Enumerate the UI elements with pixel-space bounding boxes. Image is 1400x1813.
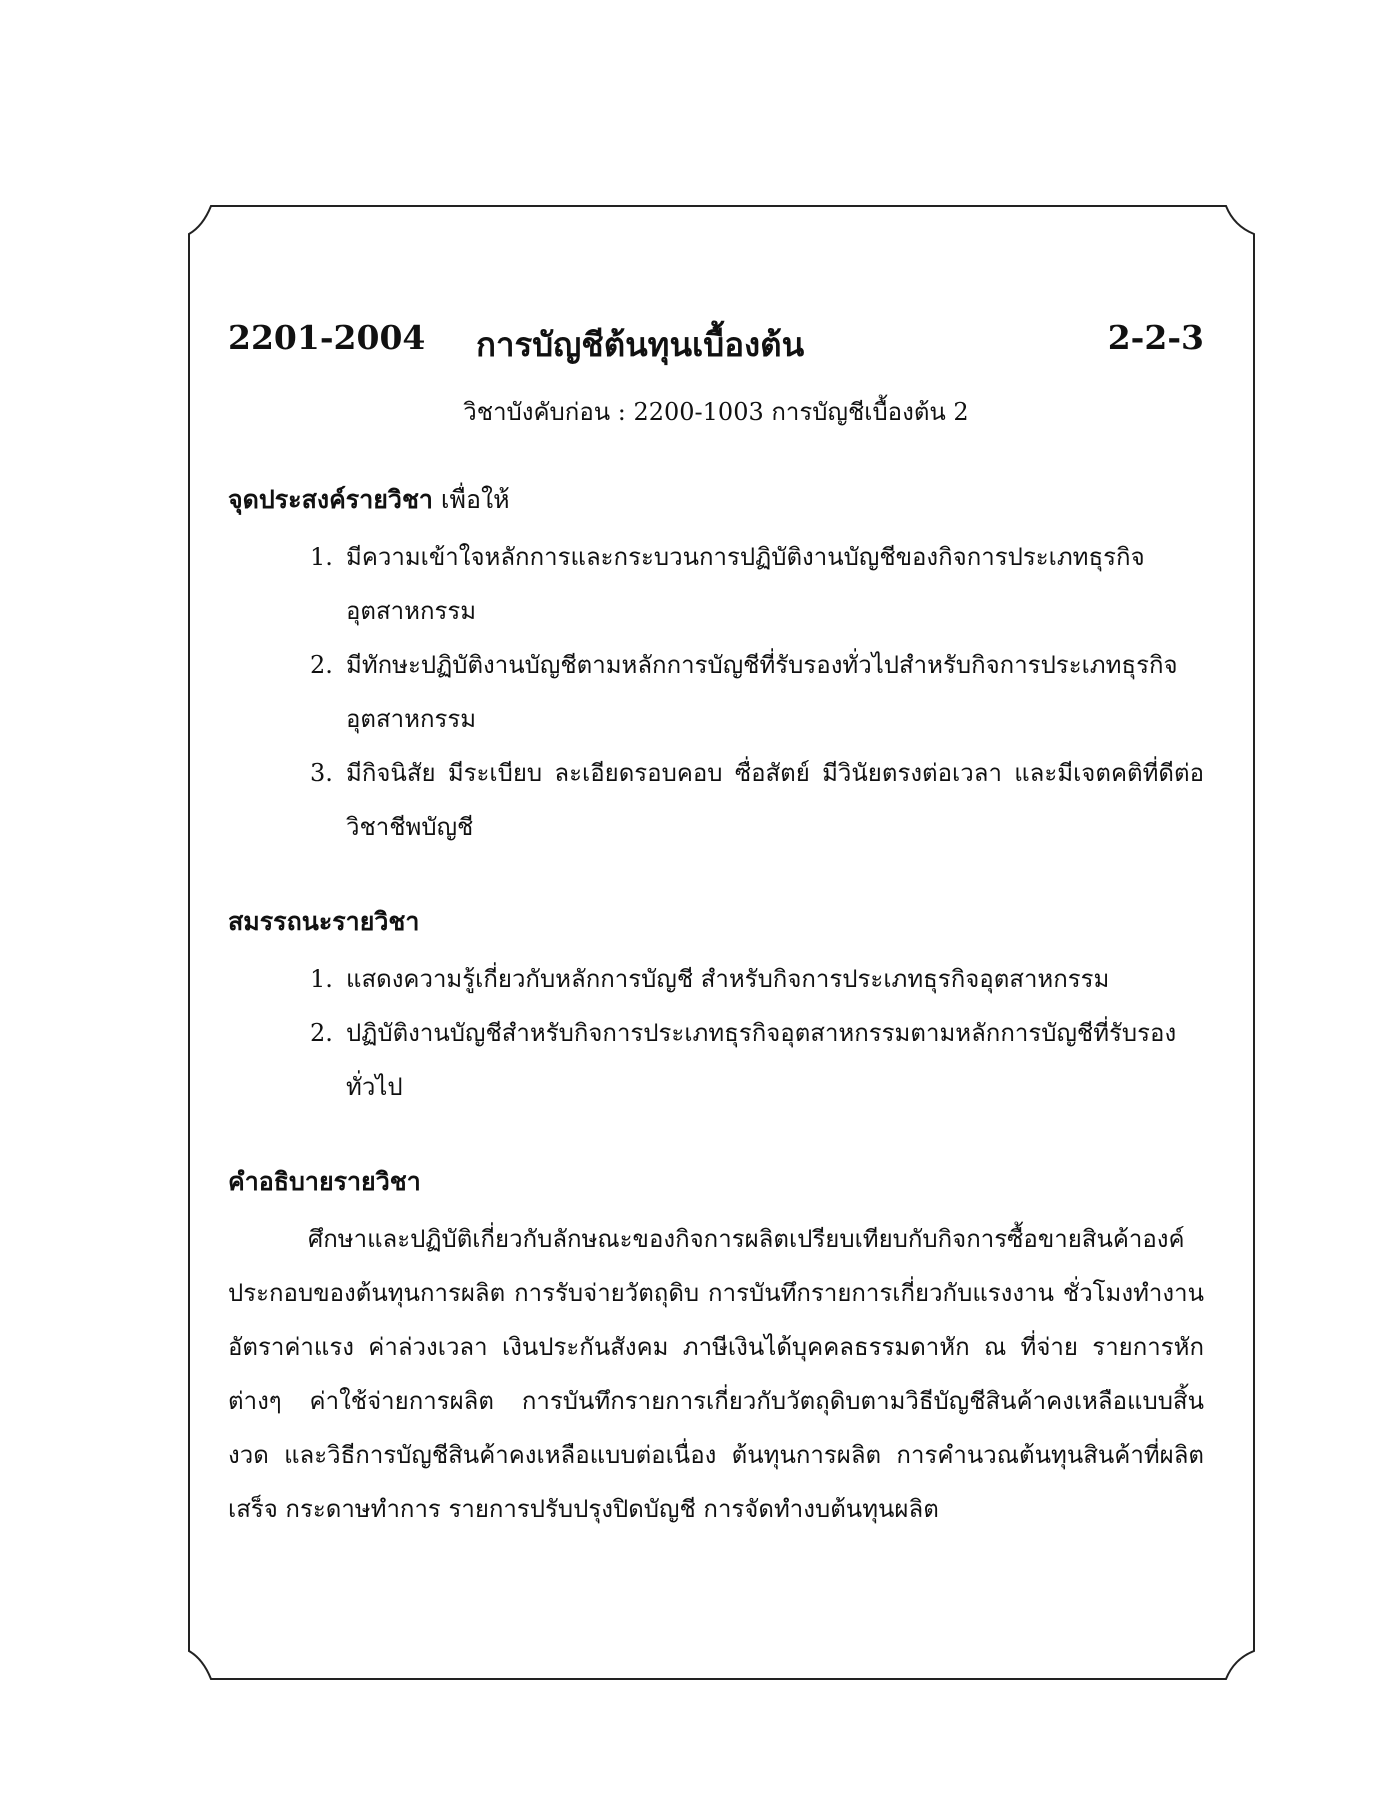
competency-section	[228, 902, 1204, 1114]
course-code: 2201-2004	[228, 318, 426, 357]
list-item	[310, 1006, 1204, 1114]
objectives-heading-suffix: เพื่อให้	[432, 485, 510, 514]
list-item	[310, 952, 1204, 1006]
course-credits: 2-2-3	[1107, 318, 1204, 357]
item-number: 3.	[310, 759, 333, 787]
description-section	[228, 1162, 1204, 1536]
list-item	[310, 638, 1204, 746]
prerequisite: วิชาบังคับก่อน : 2200-1003 การบัญชีเบื้องต้น 2	[463, 398, 969, 426]
item-text: มีความเข้าใจหลักการและกระบวนการปฏิบัติงานบัญชีของกิจการประเภทธุรกิจอุตสาหกรรม	[346, 543, 1145, 625]
item-number: 2.	[310, 1019, 333, 1047]
item-number: 1.	[310, 543, 333, 571]
item-text: แสดงความรู้เกี่ยวกับหลักการบัญชี สำหรับกิจการประเภทธุรกิจอุตสาหกรรม	[346, 965, 1110, 993]
item-text: มีกิจนิสัย มีระเบียบ ละเอียดรอบคอบ ซื่อสัตย์ มีวินัยตรงต่อเวลา และมีเจตคติที่ดีต่อวิชาชีพบัญชี	[346, 759, 1204, 841]
description-text: ศึกษาและปฏิบัติเกี่ยวกับลักษณะของกิจการผลิตเปรียบเทียบกับกิจการซื้อขายสินค้าองค์ประกอบของต้นทุนการผลิต การรับจ่ายวัตถุดิบ การบันทึกรายการเกี่ยวกับแรงงาน ชั่วโมงทำงาน อัตราค่าแรง ค่าล่วงเวลา เงินประกันสังคม ภาษีเงินได้บุคคลธรรมดาหัก ณ ที่จ่าย รายการหักต่างๆ ค่าใช้จ่ายการผลิต การบันทึกรายการเกี่ยวกับวัตถุดิบตามวิธีบัญชีสินค้าคงเหลือแบบสิ้นงวด และวิธีการบัญชีสินค้าคงเหลือแบบต่อเนื่อง ต้นทุนการผลิต การคำนวณต้นทุนสินค้าที่ผลิตเสร็จ กระดาษทำการ รายการปรับปรุงปิดบัญชี การจัดทำงบต้นทุนผลิต	[228, 1225, 1204, 1523]
item-text: ปฏิบัติงานบัญชีสำหรับกิจการประเภทธุรกิจอุตสาหกรรมตามหลักการบัญชีที่รับรองทั่วไป	[346, 1019, 1177, 1101]
list-item	[310, 530, 1204, 638]
objectives-section	[228, 480, 1204, 854]
competency-list	[228, 952, 1204, 1114]
item-text: มีทักษะปฏิบัติงานบัญชีตามหลักการบัญชีที่รับรองทั่วไปสำหรับกิจการประเภทธุรกิจอุตสาหกรรม	[346, 651, 1178, 733]
course-title: การบัญชีต้นทุนเบื้องต้น	[476, 325, 805, 364]
course-header	[228, 300, 1204, 380]
item-number: 1.	[310, 965, 333, 993]
objectives-heading	[228, 480, 1204, 520]
course-description-content	[228, 300, 1204, 1536]
objectives-list	[228, 530, 1204, 854]
list-item	[310, 746, 1204, 854]
competency-heading: สมรรถนะรายวิชา	[228, 907, 420, 936]
item-number: 2.	[310, 651, 333, 679]
objectives-heading-label: จุดประสงค์รายวิชา	[228, 485, 433, 514]
description-heading: คำอธิบายรายวิชา	[228, 1167, 421, 1196]
